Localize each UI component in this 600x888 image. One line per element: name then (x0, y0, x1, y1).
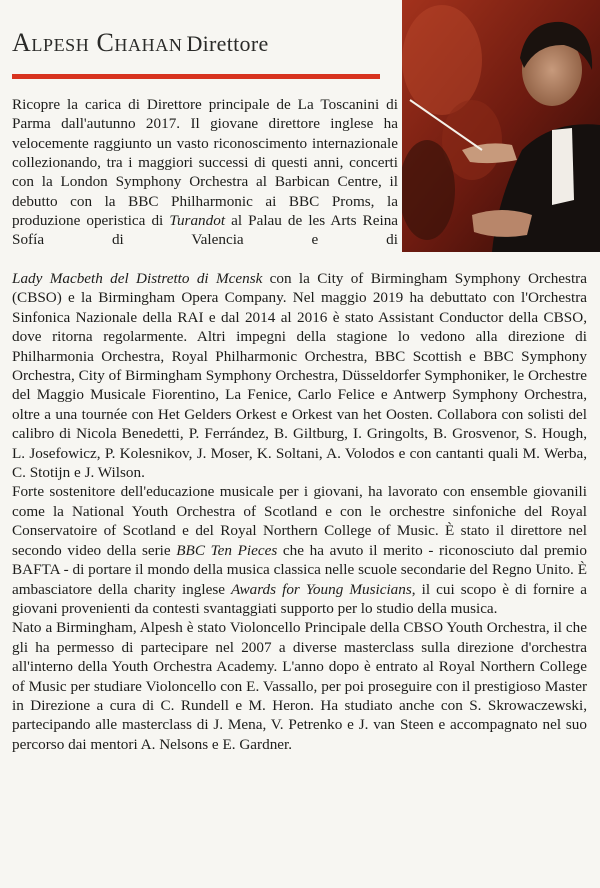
bio-paragraph-2-c: , il cui scopo è di fornire a giovani provenienti da contesti svantaggiati supporto per lo studio della musica. (12, 580, 588, 617)
opera-title-lady-macbeth: Lady Macbeth del Distretto di Mcensk (12, 270, 263, 287)
title-underline (12, 74, 380, 79)
bio-paragraph-1-text: con la City of Birmingham Symphony Orchestra (CBSO) e la Birmingham Opera Company. Nel maggio 2019 ha debuttato con l'Orchestra Sinfonica Nazionale della RAI e dal 2014 al 2016 è stato Assistant Conductor della CBSO, dove ritorna regolarmente. Altri impegni della stagione lo vedono alla direzione di Philharmonia Orchestra, Royal Philharmonic Orchestra, BBC Scottish e BBC Symphony Orchestra, City of Birmingham Symphony Orchestra, Düsseldorfer Symphoniker, le Orchestre del Maggio Musicale Fiorentino, La Fenice, Carlo Felice e Antwerp Symphony Orchestra, oltre a una tournée con Het Gelders Orkest e Orkest van het Oosten. Collabora con solisti del calibro di Nicola Benedetti, P. Ferrández, B. Giltburg, I. Gringolts, B. Grosvenor, S. Hough, L. Josefowicz, P. Kolesnikov, J. Moser, K. Soltani, A. Volodos e con cantanti quali M. Werba, C. Stotijn e J. Wilson. (12, 270, 587, 482)
bio-intro-text: Ricopre la carica di Direttore principale de La Toscanini di Parma dall'autunno 2017. Il giovane direttore inglese ha velocemente raggiunto un vasto riconoscimento internazionale collezionando, tra i maggiori successi di questi anni, concerti con la London Symphony Orchestra al Barbican Centre, il debutto con la BBC Philharmonic ai BBC Proms, la produzione operistica di (12, 96, 398, 230)
opera-title-turandot: Turandot (169, 212, 226, 230)
bio-paragraph-2-a: Forte sostenitore dell'educazione musicale per i giovani, ha lavorato con ensemble giovanili come la National Youth Orchestra of Scotland e con le orchestre sinfoniche del Royal Conservatoire of Scotland e del Royal Northern College of Music. È stato il direttore nel secondo video della serie (12, 483, 587, 559)
title-block (12, 28, 392, 59)
bio-intro-end: al Palau de les Arts Reina Sofía di Valencia e di (12, 212, 399, 249)
bio-intro-paragraph (12, 95, 398, 250)
charity-title-awards: Awards for Young Musicians (231, 580, 412, 598)
series-title-ten-pieces: BBC Ten Pieces (176, 541, 278, 559)
bio-paragraph-1 (12, 269, 587, 482)
conductor-photo-icon (402, 0, 600, 252)
conductor-photo (402, 0, 600, 252)
bio-paragraph-3: Nato a Birmingham, Alpesh è stato Violoncello Principale della CBSO Youth Orchestra, il che gli ha permesso di partecipare nel 2007 a diverse masterclass sulla direzione d'orchestra all'interno della Youth Orchestra Academy. L'anno dopo è entrato al Royal Northern College of Music per studiare Violoncello con E. Vassallo, per poi proseguire con il prestigioso Master in Direzione a cura di C. Rundell e M. Heron. Ha studiato anche con S. Skrowaczewski, partecipando alle masterclass di J. Mena, V. Petrenko e J. van Steen e accompagnato nel suo percorso dai mentori A. Nelsons e E. Gardner. (12, 619, 587, 753)
bio-paragraph-2 (12, 482, 587, 618)
conductor-role: Direttore (186, 31, 269, 56)
conductor-name: Alpesh Chahan (12, 28, 183, 57)
page-title (12, 28, 392, 59)
bio-intro (12, 95, 398, 250)
bio-body (12, 269, 587, 754)
bio-paragraph-2-b: che ha avuto il merito - riconosciuto dal premio BAFTA - di portare il mondo della musica classica nelle scuole secondarie del Regno Unito. È ambasciatore della charity inglese (12, 541, 587, 598)
